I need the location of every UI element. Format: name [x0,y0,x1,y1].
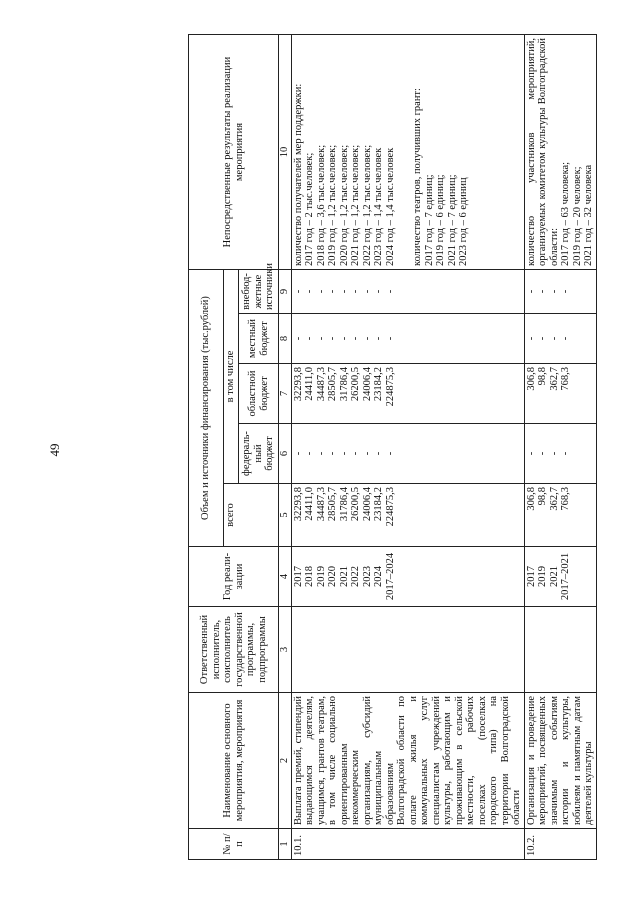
local-cell: - [304,336,315,341]
row-regional [524,364,596,424]
year-cell: 2024 [373,566,384,587]
offbudget-cell: - [560,289,571,294]
regional-cell: 31786,4 [338,367,350,402]
spacer [396,38,412,266]
header-name: Наименование основного мероприятия, мероприятия [189,693,279,829]
year-cell: 2017–2021 [560,552,571,601]
header-results: Непосредственные результаты реализации мероприятия [189,35,279,270]
regional-cell: 24411,0 [304,367,315,401]
col-index: 1 [279,829,292,860]
local-cell: - [315,336,327,341]
offbudget-cell: - [537,289,548,294]
results-line: 2020 год – 1,2 тыс.человек; [338,144,350,266]
regional-cell: 306,8 [525,367,537,391]
year-cell: 2020 [327,566,338,587]
federal-cell: - [537,451,548,456]
col-index: 3 [279,607,292,693]
row-name: Выплата премий, стипендий выдающимся деятелям, учащимся, грантов театрам, в том числе социально ориентированным некоммерческим организациям, субсидий муниципальным образованиям Волгоградской области по оплате жилья и коммунальных услуг специалистам учреждений культуры, работающим и проживающим в сельской местности, рабочих поселках (поселках городского типа) на территории Волгоградской области [291,693,524,829]
total-cell: 306,8 [525,487,537,511]
total-cell: 224875,3 [384,487,396,527]
results-line: 2023 год – 6 единиц [458,177,469,266]
header-year: Год реали-зации [189,547,279,607]
header-responsible: Ответственный исполнитель, соисполнитель государственной программы, подпрограммы [189,607,279,693]
offbudget-cell: - [361,289,373,294]
row-results [524,35,596,270]
offbudget-cell: - [338,289,350,294]
col-index: 2 [279,693,292,829]
federal-cell: - [361,451,373,456]
local-cell: - [373,336,384,341]
row-years [291,547,524,607]
header-total: всего [224,484,279,547]
local-cell: - [292,336,304,341]
results-line: 2021 год – 1,2 тыс.человек; [350,144,361,266]
regional-cell: 24006,4 [361,367,373,402]
results-title: количество театров, получивших грант: [412,88,423,266]
total-cell: 23184,2 [373,487,384,522]
offbudget-cell: - [304,289,315,294]
local-cell: - [384,336,396,341]
offbudget-cell: - [315,289,327,294]
total-cell: 32293,8 [292,487,304,522]
federal-cell: - [350,451,361,456]
col-index: 5 [279,484,292,547]
results-line: 2019 год – 20 человек; [571,166,583,266]
header-regional: областной бюджет [239,364,279,424]
row-results [291,35,524,270]
col-index: 7 [279,364,292,424]
year-cell: 2023 [361,566,373,587]
regional-cell: 26200,5 [350,367,361,402]
row-responsible [524,607,596,693]
row-federal [291,424,524,484]
col-index: 4 [279,547,292,607]
header-federal: федераль-ный бюджет [239,424,279,484]
row-name: Организация и проведение мероприятий, посвященных значимым событиям истории и культуры, юбилеям и памятным датам деятелей культуры [524,693,596,829]
results-line: 2021 год – 7 единиц; [446,174,458,266]
regional-cell: 23184,2 [373,367,384,402]
col-index: 8 [279,314,292,364]
row-local [291,314,524,364]
federal-cell: - [384,451,396,456]
federal-cell: - [315,451,327,456]
total-cell: 26200,5 [350,487,361,522]
offbudget-cell: - [373,289,384,294]
local-cell: - [350,336,361,341]
results-line: 2024 год – 1,4 тыс.человек [384,147,396,266]
local-cell: - [338,336,350,341]
total-cell: 24006,4 [361,487,373,522]
federal-cell: - [373,451,384,456]
year-cell: 2019 [315,566,327,587]
federal-cell: - [525,451,537,456]
year-cell: 2021 [338,566,350,587]
results-line: 2017 год – 7 единиц; [423,174,435,266]
offbudget-cell: - [292,289,304,294]
regional-cell: 32293,8 [292,367,304,402]
federal-cell: - [292,451,304,456]
table-row [291,35,524,860]
total-cell: 28505,7 [327,487,338,522]
results-line: 2018 год – 3,6 тыс.человек; [315,144,327,266]
federal-cell: - [338,451,350,456]
regional-cell: 224875,3 [384,367,396,407]
year-cell: 2018 [304,566,315,587]
regional-cell: 28505,7 [327,367,338,402]
row-total [524,484,596,547]
offbudget-cell: - [327,289,338,294]
results-line: 2023 год – 1,4 тыс.человек [373,147,384,266]
header-local: местный бюджет [239,314,279,364]
header-incl: в том числе [224,270,239,484]
total-cell: 98,8 [537,487,548,506]
total-cell: 24411,0 [304,487,315,521]
row-offbudget [291,270,524,314]
local-cell: - [548,336,560,341]
offbudget-cell: - [384,289,396,294]
total-cell: 34487,3 [315,487,327,522]
header-num: № п/п [189,829,279,860]
column-numbers-row [279,35,292,860]
local-cell: - [327,336,338,341]
federal-cell: - [560,451,571,456]
offbudget-cell: - [525,289,537,294]
header-offbudget: внебюд-жетные источники [239,270,279,314]
federal-cell: - [327,451,338,456]
regional-cell: 34487,3 [315,367,327,402]
local-cell: - [525,336,537,341]
results-line: 2017 год – 2 тыс.человек; [304,152,315,266]
total-cell: 31786,4 [338,487,350,522]
federal-cell: - [304,451,315,456]
local-cell: - [560,336,571,341]
row-total [291,484,524,547]
results-title: количество участников мероприятий, организуемых комитетом культуры Волгоградской области: [525,38,560,266]
local-cell: - [537,336,548,341]
results-line: 2022 год – 1,2 тыс.человек; [361,144,373,266]
row-years [524,547,596,607]
federal-cell: - [548,451,560,456]
year-cell: 2022 [350,566,361,587]
year-cell: 2021 [548,566,560,587]
results-line: 2021 год – 32 человека [583,164,594,266]
row-number: 10.1. [291,829,524,860]
rotated-table-sheet [188,35,635,860]
results-title: количество получателей мер поддержки: [292,83,304,266]
row-local [524,314,596,364]
page-number: 49 [47,443,62,457]
results-line: 2017 год – 63 человека; [560,161,571,266]
col-index: 10 [279,35,292,270]
total-cell: 362,7 [548,487,560,511]
regional-cell: 362,7 [548,367,560,391]
col-index: 9 [279,270,292,314]
total-cell: 768,3 [560,487,571,511]
row-number: 10.2. [524,829,596,860]
offbudget-cell: - [548,289,560,294]
regional-cell: 98,8 [537,367,548,386]
year-cell: 2017 [525,566,537,587]
row-offbudget [524,270,596,314]
regional-cell: 768,3 [560,367,571,391]
year-cell: 2017–2024 [384,552,396,601]
col-index: 6 [279,424,292,484]
row-regional [291,364,524,424]
results-line: 2019 год – 6 единиц; [435,174,446,266]
year-cell: 2017 [292,566,304,587]
results-line: 2019 год – 1,2 тыс.человек; [327,144,338,266]
offbudget-cell: - [350,289,361,294]
header-funding: Объем и источники финансирования (тыс.рублей) [189,270,224,547]
program-table [188,34,597,860]
local-cell: - [361,336,373,341]
row-federal [524,424,596,484]
row-responsible [291,607,524,693]
year-cell: 2019 [537,566,548,587]
table-row [524,35,596,860]
